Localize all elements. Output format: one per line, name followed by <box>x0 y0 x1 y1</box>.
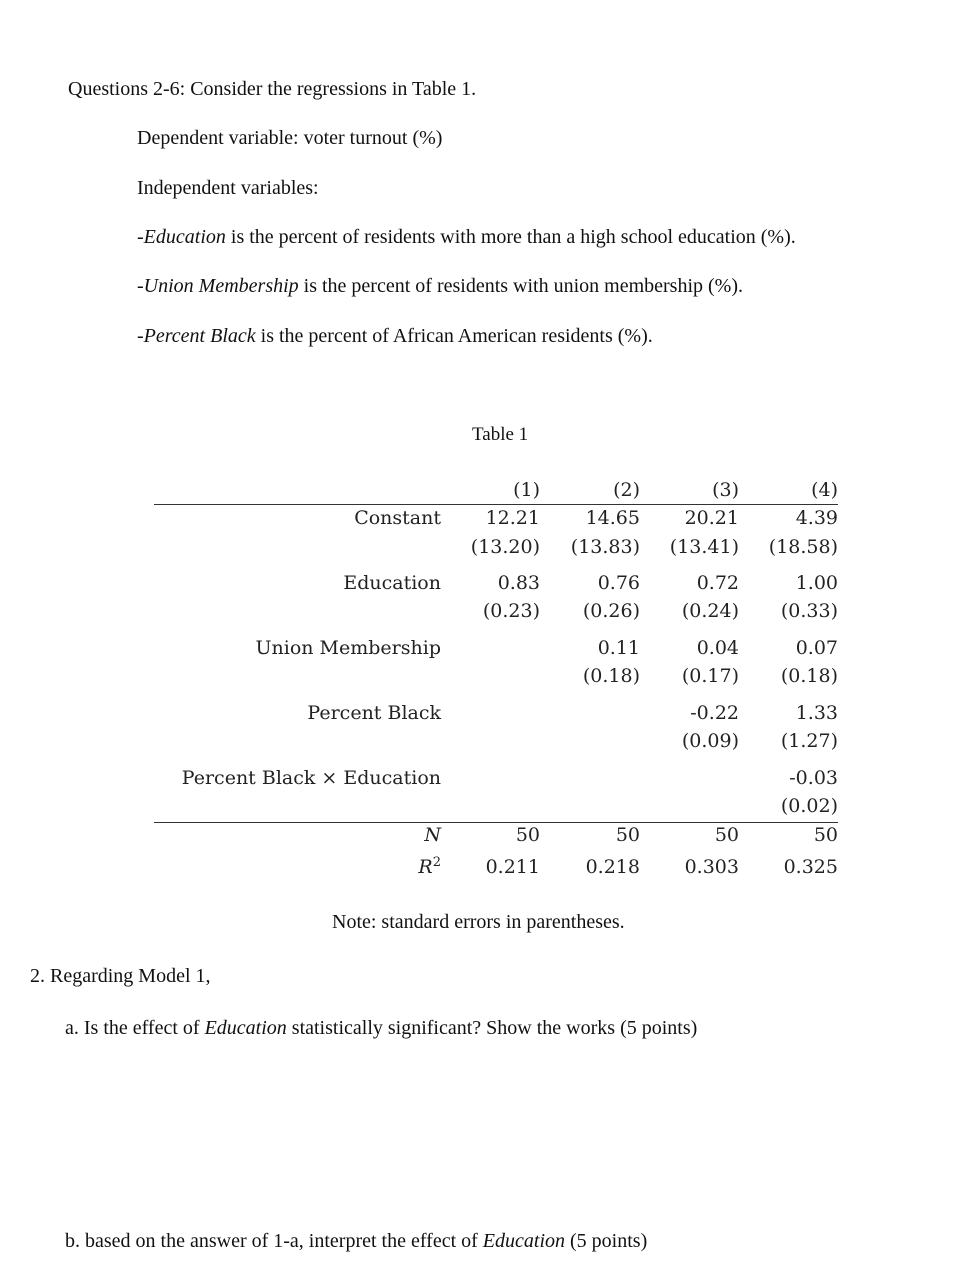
question-2b <box>65 1229 647 1253</box>
table-note: Note: standard errors in parentheses. <box>332 911 625 933</box>
coef-cell: 14.65 <box>585 507 640 529</box>
se-cell: (0.18) <box>582 665 640 687</box>
r2-cell: 0.325 <box>783 856 838 878</box>
se-cell: (13.83) <box>570 536 640 558</box>
coef-cell: 20.21 <box>684 507 739 529</box>
coef-cell: 0.11 <box>597 637 640 659</box>
variable-percent-black <box>137 324 653 348</box>
coef-cell: 1.00 <box>795 572 838 594</box>
row-label-percent-black: Percent Black <box>307 702 441 724</box>
row-label-constant: Constant <box>354 507 441 529</box>
row-label-education: Education <box>343 572 441 594</box>
row-label-union-membership: Union Membership <box>255 637 441 659</box>
r2-label-superscript: 2 <box>432 855 441 870</box>
coef-cell: 0.83 <box>497 572 540 594</box>
column-header-4: (4) <box>811 479 838 501</box>
r2-label-base: R <box>418 856 433 878</box>
variable-desc: is the percent of residents with more than a high school education (%). <box>225 226 796 248</box>
question-text: b. based on the answer of 1-a, interpret the effect of <box>65 1230 483 1252</box>
se-cell: (0.33) <box>780 600 838 622</box>
se-cell: (0.23) <box>482 600 540 622</box>
variable-name: Percent Black <box>143 325 256 347</box>
variable-prefix: - <box>137 226 144 248</box>
questions-heading: Questions 2-6: Consider the regressions in Table 1. <box>68 78 477 100</box>
coef-cell: -0.22 <box>690 702 739 724</box>
question-text: a. Is the effect of <box>65 1017 205 1039</box>
variable-union-membership <box>137 274 743 298</box>
column-header-2: (2) <box>613 479 640 501</box>
se-cell: (0.09) <box>681 730 739 752</box>
se-cell: (0.24) <box>681 600 739 622</box>
r2-cell: 0.211 <box>485 856 540 878</box>
variable-prefix: - <box>137 275 144 297</box>
n-cell: 50 <box>813 824 838 846</box>
coef-cell: 0.04 <box>696 637 739 659</box>
n-cell: 50 <box>615 824 640 846</box>
question-text: (5 points) <box>565 1230 648 1252</box>
question-emphasis: Education <box>204 1017 287 1039</box>
se-cell: (13.20) <box>470 536 540 558</box>
question-emphasis: Education <box>482 1230 566 1252</box>
se-cell: (18.58) <box>768 536 838 558</box>
n-cell: 50 <box>714 824 739 846</box>
n-cell: 50 <box>515 824 540 846</box>
coef-cell: 0.07 <box>795 637 838 659</box>
coef-cell: -0.03 <box>789 767 838 789</box>
question-2a <box>65 1016 697 1040</box>
variable-name: Union Membership <box>143 275 299 297</box>
r2-cell: 0.303 <box>684 856 739 878</box>
se-cell: (0.02) <box>780 795 838 817</box>
se-cell: (0.18) <box>780 665 838 687</box>
column-header-1: (1) <box>513 479 540 501</box>
column-header-3: (3) <box>712 479 739 501</box>
n-label: N <box>424 824 441 846</box>
table-title: Table 1 <box>472 424 529 445</box>
coef-cell: 1.33 <box>795 702 838 724</box>
variable-desc: is the percent of residents with union membership (%). <box>298 275 743 297</box>
variable-name: Education <box>143 226 226 248</box>
se-cell: (1.27) <box>780 730 838 752</box>
r2-cell: 0.218 <box>585 856 640 878</box>
coef-cell: 4.39 <box>795 507 838 529</box>
variable-prefix: - <box>137 325 144 347</box>
se-cell: (0.26) <box>582 600 640 622</box>
row-label-interaction: Percent Black × Education <box>181 767 441 789</box>
independent-variables-heading: Independent variables: <box>137 177 319 199</box>
variable-desc: is the percent of African American residents (%). <box>255 325 653 347</box>
coef-cell: 12.21 <box>485 507 540 529</box>
coef-cell: 0.76 <box>597 572 640 594</box>
r2-label <box>300 855 441 879</box>
coef-cell: 0.72 <box>696 572 739 594</box>
variable-education <box>137 225 796 249</box>
se-cell: (0.17) <box>681 665 739 687</box>
table-top-rule <box>154 504 838 505</box>
question-text: statistically significant? Show the works (5 points) <box>286 1017 698 1039</box>
question-2-heading: 2. Regarding Model 1, <box>30 965 211 987</box>
dependent-variable: Dependent variable: voter turnout (%) <box>137 127 443 149</box>
se-cell: (13.41) <box>669 536 739 558</box>
